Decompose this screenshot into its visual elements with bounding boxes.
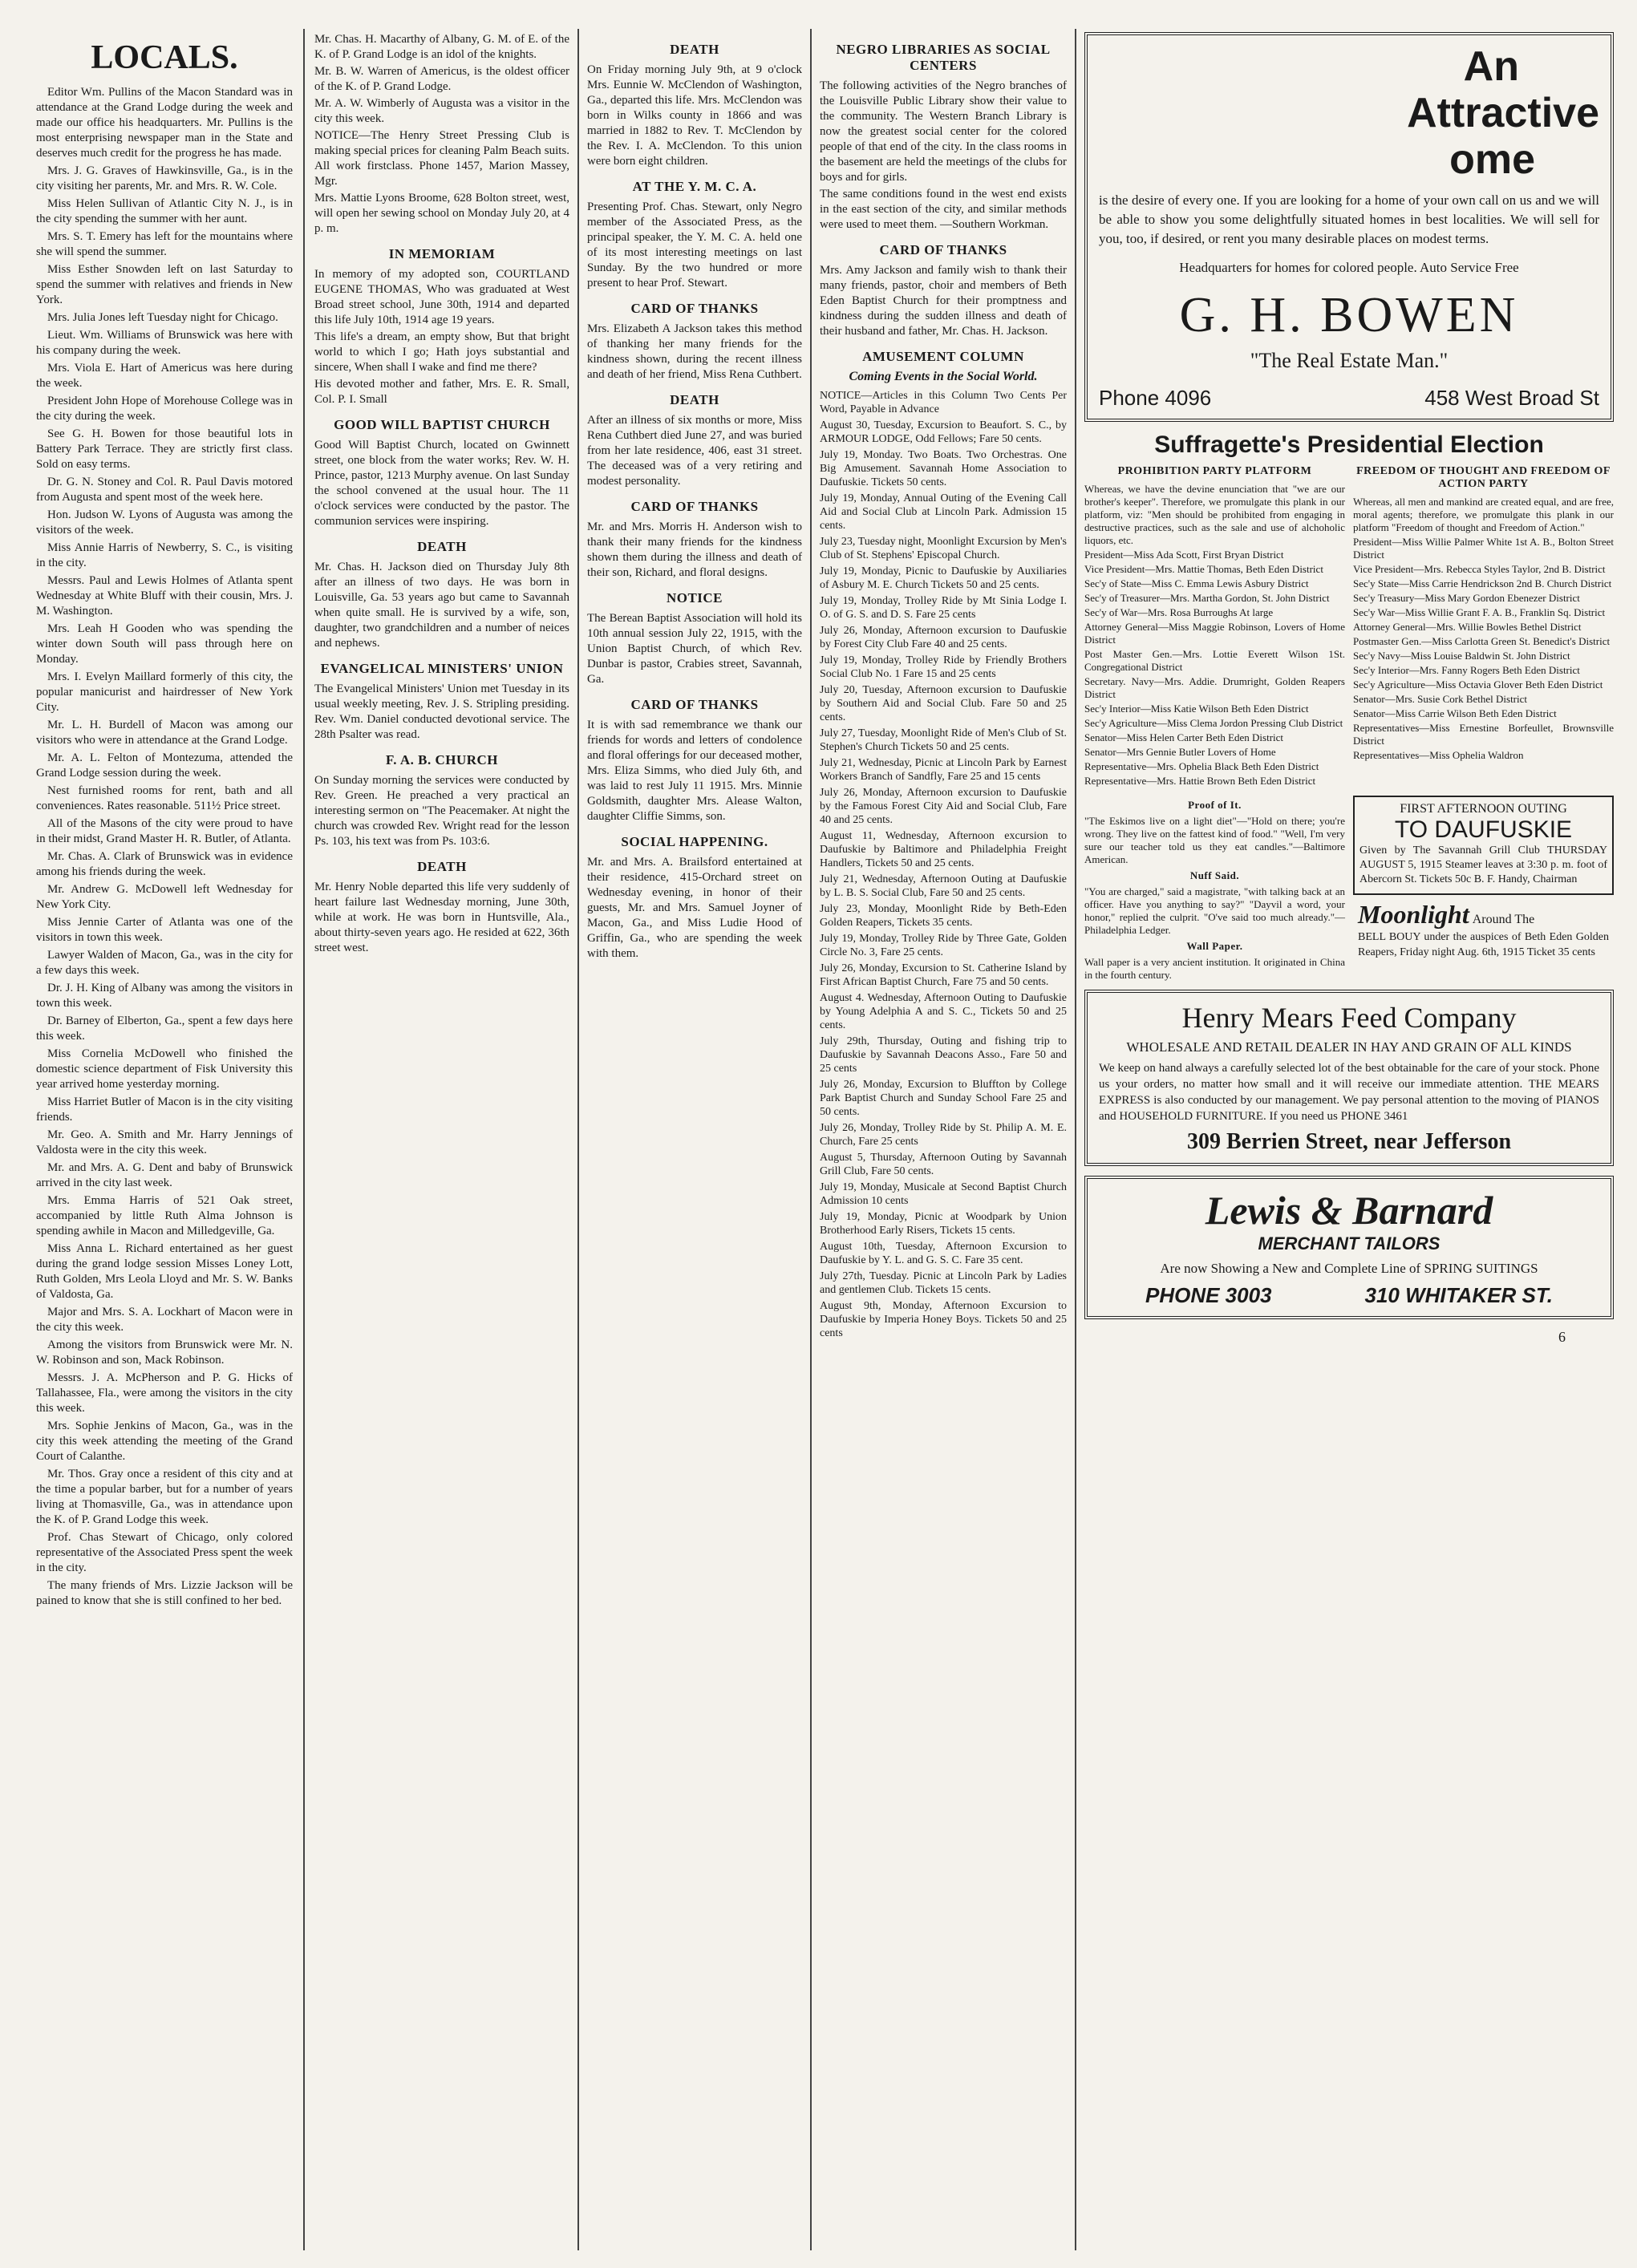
paragraph: Mrs. Amy Jackson and family wish to thank their many friends, pastor, choir and members of Beth Eden Baptist Church for their promptness and kindness during the sudden illness and death of their husband and father, Mr. Chas. H. Jackson. <box>820 264 1067 338</box>
paragraph: See G. H. Bowen for those beautiful lots in Battery Park Terrace. They are strictly first class. Sold on easy terms. <box>36 427 293 471</box>
paragraph: July 19, Monday, Trolley Ride by Friendly Brothers Social Club No. 1 Fare 15 and 25 cents <box>820 654 1067 680</box>
moonlight-ad <box>1353 895 1614 966</box>
thanks-text <box>587 322 802 383</box>
paragraph: Good Will Baptist Church, located on Gwinnett street, one block from the water works; Rev. W. H. Prince, pastor, 1213 Murphy avenue. On last Sunday the school convened at the usual hour. The 11 o'clock services were conducted by the pastor. The communion services were inspiring. <box>314 439 569 528</box>
paragraph: Mr. A. W. Wimberly of Augusta was a visitor in the city this week. <box>314 97 569 125</box>
paragraph: July 19, Monday, Musicale at Second Baptist Church Admission 10 cents <box>820 1181 1067 1207</box>
thanks3-text <box>587 718 802 824</box>
paragraph: Mr. L. H. Burdell of Macon was among our visitors who were in attendance at the Grand Lodge. <box>36 719 293 747</box>
bowen-ad <box>1084 32 1614 422</box>
paragraph: July 26, Monday, Afternoon excursion to Daufuskie by the Famous Forest City Aid and Social Club, Fare 40 and 25 cents. <box>820 787 1067 826</box>
paragraph: July 26, Monday, Excursion to Bluffton by College Park Baptist Church and Sunday School Fare 25 and 50 cents. <box>820 1079 1067 1118</box>
paragraph: Representative—Mrs. Ophelia Black Beth Eden District <box>1084 760 1319 772</box>
paragraph: Miss Esther Snowden left on last Saturday to spend the summer with relatives and friends in New York. <box>36 263 293 306</box>
amusement-heading: AMUSEMENT COLUMN <box>862 349 1024 364</box>
goodwill-text <box>314 438 569 529</box>
paragraph: Mrs. Mattie Lyons Broome, 628 Bolton street, west, will open her sewing school on Monday July 20, at 4 p. m. <box>314 192 569 235</box>
notice-text <box>587 611 802 687</box>
bowen-name: G. H. BOWEN <box>1179 288 1519 342</box>
paragraph: On Sunday morning the services were conducted by Rev. Green. He preached a very practical an interesting sermon on "The Peacemaker. At night the church was crowded Rev. Wright read for the lesson Ps. 103, his text was from Ps. 103:6. <box>314 774 569 848</box>
paragraph: On Friday morning July 9th, at 9 o'clock Mrs. Eunnie W. McClendon of Washington, Ga., departed this life. Mrs. McClendon was born in Wilks county in 1866 and was married in 1882 to Rev. T. McClendon by the Rev. I. A. McClendon. To this union were born eight children. <box>587 63 802 168</box>
paragraph: July 19, Monday, Trolley Ride by Mt Sinia Lodge I. O. of G. S. and D. S. Fare 25 cents <box>820 595 1067 621</box>
ymca-text <box>587 200 802 291</box>
paragraph: July 26, Monday, Excursion to St. Catherine Island by First African Baptist Church, Fare 75 and 50 cents. <box>820 962 1067 988</box>
thanks2-heading: CARD OF THANKS <box>630 499 759 514</box>
paragraph: NOTICE—Articles in this Column Two Cents Per Word, Payable in Advance <box>820 390 1067 415</box>
paragraph: Mr. Chas. H. Jackson died on Thursday July 8th after an illness of two days. He was born in Louisville, Ga. 53 years ago but came to Savannah when quite small. He is survived by a wife, son, daughter, two grandchildren and a number of neices and nephews. <box>314 561 569 650</box>
emu-heading: EVANGELICAL MINISTERS' UNION <box>320 661 564 676</box>
paragraph: Lieut. Wm. Williams of Brunswick was here with his company during the week. <box>36 329 293 357</box>
paragraph: Miss Jennie Carter of Atlanta was one of the visitors in town this week. <box>36 916 293 944</box>
paragraph: Sec'y of War—Mrs. Rosa Burroughs At large <box>1084 606 1274 618</box>
death3-text <box>587 413 802 489</box>
paragraph: Miss Cornelia McDowell who finished the domestic science department of Fisk University this year arrived home yesterday morning. <box>36 1047 293 1091</box>
prohibition-list <box>1084 549 1345 788</box>
death3-heading: DEATH <box>670 392 719 407</box>
moonlight-text: BELL BOUY under the auspices of Beth Eden Golden Reapers, Friday night Aug. 6th, 1915 Ticket 35 cents <box>1358 931 1609 958</box>
paragraph: Mr. B. W. Warren of Americus, is the oldest officer of the K. of P. Grand Lodge. <box>314 65 569 93</box>
social-text <box>587 855 802 962</box>
paragraph: President John Hope of Morehouse College was in the city during the week. <box>36 395 293 423</box>
paragraph: Attorney General—Mrs. Willie Bowles Bethel District <box>1353 621 1582 633</box>
paragraph: Senator—Mrs Gennie Butler Lovers of Home <box>1084 746 1276 758</box>
locals-heading: LOCALS. <box>91 39 238 76</box>
moonlight-around: Around The <box>1472 913 1535 926</box>
page-number: 6 <box>1558 1329 1566 1345</box>
paragraph: Sec'y State—Miss Carrie Hendrickson 2nd B. Church District <box>1353 577 1612 589</box>
column-rule <box>577 29 579 2250</box>
ad-sub: Headquarters for homes for colored people. Auto Service Free <box>1179 260 1519 275</box>
paragraph: Vice President—Mrs. Rebecca Styles Taylor, 2nd B. District <box>1353 563 1606 575</box>
paragraph: Post Master Gen.—Mrs. Lottie Everett Wilson 1St. Congregational District <box>1084 648 1345 673</box>
nuff-heading: Nuff Said. <box>1189 869 1240 881</box>
death-text <box>587 63 802 169</box>
paragraph: Sec'y Interior—Miss Katie Wilson Beth Eden District <box>1084 703 1309 715</box>
emu-text <box>314 682 569 743</box>
column-rule <box>1075 29 1076 2250</box>
prohibition-heading: PROHIBITION PARTY PLATFORM <box>1117 465 1312 477</box>
paragraph: Mrs. Elizabeth A Jackson takes this method of thanking her many friends for the kindness shown, during the recent illness and death of her friend, Miss Rena Cuthbert. <box>587 322 802 381</box>
lewis-barnard-ad <box>1084 1176 1614 1319</box>
ad-title-attractive: Attractive <box>1407 90 1599 136</box>
paragraph: This life's a dream, an empty show, But that bright world to which I go; Hath joys substantial and sincere, When shall I wake and find me there? <box>314 330 569 374</box>
paragraph: Mr. Henry Noble departed this life very suddenly of heart failure last Wednesday morning, June 30th, while at work. He was born in Huntsville, Ala., about thirty-seven years ago. He resided at 622, 36th street west. <box>314 881 569 954</box>
paragraph: July 21, Wednesday, Picnic at Lincoln Park by Earnest Workers Branch of Sandfly, Fare 25 and 15 cents <box>820 757 1067 783</box>
death-text <box>314 560 569 651</box>
wall-heading: Wall Paper. <box>1186 940 1243 952</box>
paragraph: Representatives—Miss Ernestine Borfeullet, Brownsville District <box>1353 722 1614 747</box>
amusement-subheading: Coming Events in the Social World. <box>849 370 1038 383</box>
paragraph: The same conditions found in the west end exists in the east section of the city, and similar methods were used to meet them. —Southern Workman. <box>820 188 1067 231</box>
death2-text <box>314 880 569 956</box>
paragraph: Mrs. J. G. Graves of Hawkinsville, Ga., is in the city visiting her parents, Mr. and Mrs. R. W. Cole. <box>36 164 293 192</box>
paragraph: July 19, Monday, Annual Outing of the Evening Call Aid and Social Club at Lincoln Park. Admission 15 cents. <box>820 492 1067 532</box>
memoriam-heading: IN MEMORIAM <box>388 246 496 261</box>
memoriam-text <box>314 267 569 407</box>
paragraph: Mr. Chas. A. Clark of Brunswick was in evidence among his friends during the week. <box>36 850 293 878</box>
paragraph: August 4. Wednesday, Afternoon Outing to Daufuskie by Young Adelphia A and S. C., Tickets 50 and 25 cents. <box>820 992 1067 1031</box>
paragraph: July 27, Tuesday, Moonlight Ride of Men's Club of St. Stephen's Church Tickets 50 and 25 cents. <box>820 727 1067 753</box>
paragraph: Miss Harriet Butler of Macon is in the city visiting friends. <box>36 1096 293 1124</box>
freedom-party <box>1353 465 1614 789</box>
paragraph: Mrs. I. Evelyn Maillard formerly of this city, the popular manicurist and hairdresser of New York City. <box>36 670 293 714</box>
paragraph: Mr. and Mrs. A. Brailsford entertained at their residence, 415-Orchard street on Wednesday evening, in honor of their guests, Mr. and Mrs. Samuel Joyner of Macon, Ga., and Miss Ludie Hood of Griffin, Ga., who are spending the week with them. <box>587 856 802 960</box>
paragraph: Major and Mrs. S. A. Lockhart of Macon were in the city this week. <box>36 1306 293 1334</box>
ymca-heading: AT THE Y. M. C. A. <box>632 179 757 194</box>
lb-address: 310 WHITAKER ST. <box>1364 1283 1553 1307</box>
paragraph: July 19, Monday. Two Boats. Two Orchestras. One Big Amusement. Savannah Home Association to Daufuskie. Tickets 50 cents. <box>820 449 1067 488</box>
paragraph: July 20, Tuesday, Afternoon excursion to Daufuskie by Southern Aid and Social Club. Fare 50 and 25 cents. <box>820 684 1067 723</box>
paragraph: The following activities of the Negro branches of the Louisville Public Library show their value to the community. The Western Branch Library is now the greatest social center for the colored people of that end of the city. In the class rooms in the basement are held the meetings of the clubs for boys and for girls. <box>820 79 1067 184</box>
paragraph: July 21, Wednesday, Afternoon Outing at Daufuskie by L. B. S. Social Club, Fare 50 and 25 cents. <box>820 873 1067 899</box>
paragraph: Prof. Chas Stewart of Chicago, only colored representative of the Associated Press spent the week in the city. <box>36 1531 293 1574</box>
proof-heading: Proof of It. <box>1188 799 1242 811</box>
paragraph: Hon. Judson W. Lyons of Augusta was among the visitors of the week. <box>36 508 293 537</box>
column-rule <box>303 29 305 2250</box>
lb-phone: PHONE 3003 <box>1145 1283 1272 1307</box>
outing-to: TO DAUFUSKIE <box>1394 816 1573 843</box>
paragraph: Miss Anna L. Richard entertained as her guest during the grand lodge session Misses Loney Lott, Ruth Golden, Mrs Leola Lloyd and Mr. S. W. Banks of Valdosta, Ga. <box>36 1242 293 1301</box>
paragraph: Mrs. Leah H Gooden who was spending the winter down South will pass through here on Monday. <box>36 622 293 666</box>
lb-text: Are now Showing a New and Complete Line of SPRING SUITINGS <box>1160 1261 1538 1276</box>
paragraph: Sec'y Agriculture—Miss Octavia Glover Beth Eden District <box>1353 678 1603 691</box>
paragraph: August 30, Tuesday, Excursion to Beaufort. S. C., by ARMOUR LODGE, Odd Fellows; Fare 50 cents. <box>820 419 1067 445</box>
death-heading: DEATH <box>417 539 467 554</box>
paragraph: All of the Masons of the city were proud to have in their midst, Grand Master H. R. Butler, of Atlanta. <box>36 817 293 845</box>
freedom-heading: FREEDOM OF THOUGHT AND FREEDOM OF ACTION PARTY <box>1356 465 1611 490</box>
mears-title: Henry Mears Feed Company <box>1181 1002 1517 1034</box>
ad-body: is the desire of every one. If you are looking for a home of your own call on us and we will be able to show you some delightfully situated homes in best localities. We will sell for you, too, if desired, or rent you many desirable places on modest terms. <box>1099 192 1599 246</box>
lb-sub: MERCHANT TAILORS <box>1258 1233 1440 1253</box>
paragraph: Senator—Mrs. Susie Cork Bethel District <box>1353 693 1528 705</box>
paragraph: Mrs. Julia Jones left Tuesday night for Chicago. <box>47 311 278 324</box>
death2-heading: DEATH <box>417 859 467 874</box>
bowen-tagline: "The Real Estate Man." <box>1250 349 1449 372</box>
paragraph: Mr. and Mrs. Morris H. Anderson wish to thank their many friends for the kindness shown them during the illness and death of their son, Richard, and floral designs. <box>587 520 802 579</box>
paragraph: Senator—Miss Carrie Wilson Beth Eden District <box>1353 707 1557 719</box>
paragraph: July 26, Monday, Trolley Ride by St. Philip A. M. E. Church, Fare 25 cents <box>820 1122 1067 1148</box>
ad-title-an: An <box>1463 43 1519 90</box>
paragraph: The many friends of Mrs. Lizzie Jackson will be pained to know that she is still confined to her bed. <box>36 1579 293 1607</box>
election-columns <box>1084 465 1614 789</box>
column-four <box>820 32 1067 2246</box>
proof-text: "The Eskimos live on a light diet"—"Hold on there; you're wrong. They live on the fattest kind of food." "Well, I'm very sure our teacher told us they eat candles."—Baltimore American. <box>1084 815 1345 865</box>
paragraph: Senator—Miss Helen Carter Beth Eden District <box>1084 731 1284 743</box>
thanks3-heading: CARD OF THANKS <box>630 697 759 712</box>
paragraph: Postmaster Gen.—Miss Carlotta Green St. Benedict's District <box>1353 635 1611 647</box>
paragraph: Miss Helen Sullivan of Atlantic City N. J., is in the city spending the summer with her aunt. <box>36 197 293 225</box>
paragraph: Attorney General—Miss Maggie Robinson, Lovers of Home District <box>1084 621 1345 646</box>
column-rule <box>810 29 812 2250</box>
misc-row <box>1084 796 1614 983</box>
paragraph: President—Miss Ada Scott, First Bryan District <box>1084 549 1284 561</box>
paragraph: Mr. A. L. Felton of Montezuma, attended the Grand Lodge session during the week. <box>36 751 293 780</box>
paragraph: Sec'y Navy—Miss Louise Baldwin St. John District <box>1353 650 1570 662</box>
outing-head: FIRST AFTERNOON OUTING <box>1400 802 1567 816</box>
paragraph: Miss Annie Harris of Newberry, S. C., is visiting in the city. <box>36 541 293 569</box>
paragraph: Sec'y of Treasurer—Mrs. Martha Gordon, St. John District <box>1084 592 1330 604</box>
column-two-paragraphs <box>314 32 569 237</box>
libraries-heading: NEGRO LIBRARIES AS SOCIAL CENTERS <box>836 42 1051 73</box>
paragraph: Sec'y War—Miss Willie Grant F. A. B., Franklin Sq. District <box>1353 606 1606 618</box>
paragraph: Representatives—Miss Ophelia Waldron <box>1353 749 1524 761</box>
column-two <box>314 32 569 2246</box>
freedom-list <box>1353 536 1614 762</box>
paragraph: The Berean Baptist Association will hold its 10th annual session July 22, 1915, with the Union Baptist Church, of which Rev. Dunbar is pastor, Crabies street, Savannah, Ga. <box>587 612 802 686</box>
paragraph: August 10th, Tuesday, Afternoon Excursion to Daufuskie by Y. L. and G. S. C. Fare 35 cent. <box>820 1241 1067 1266</box>
paragraph: Vice President—Mrs. Mattie Thomas, Beth Eden District <box>1084 563 1323 575</box>
outing-ads <box>1353 796 1614 983</box>
thanks2-text <box>587 520 802 581</box>
paragraph: It is with sad remembrance we thank our friends for words and letters of condolence and floral offerings for our deceased mother, Mrs. Eliza Simms, who died July 6th, and was laid to rest July 11 1915. Mrs. Minnie Goldsmith, daughter Mrs. Alease Walton, daughter Cliffie Simms, son. <box>587 719 802 823</box>
fillers <box>1084 796 1345 983</box>
paragraph: Messrs. J. A. McPherson and P. G. Hicks of Tallahassee, Fla., were among the visitors in the city this week. <box>36 1371 293 1415</box>
column-ads <box>1084 32 1614 2246</box>
daufuskie-ad <box>1353 796 1614 895</box>
paragraph: Dr. G. N. Stoney and Col. R. Paul Davis motored from Augusta and spent most of the week here. <box>36 476 293 504</box>
ad-title-home: ome <box>1449 136 1535 183</box>
paragraph: Presenting Prof. Chas. Stewart, only Negro member of the Associated Press, as the principal speaker, the Y. M. C. A. held one of its most interesting meetings on last Sunday. By the two hundred or more present to hear Prof. Stewart. <box>587 200 802 290</box>
bowen-address: 458 West Broad St <box>1424 386 1599 410</box>
paragraph: August 11, Wednesday, Afternoon excursion to Daufuskie by Baltimore and Philadelphia Freight Handlers, Tickets 50 and 25 cents. <box>820 830 1067 869</box>
mears-text: We keep on hand always a carefully selected lot of the best obtainable for the care of your stock. Phone us your orders, no matter how small and it will receive our immediate attention. THE MEARS EXPRESS is also conducted by our management. We pay personal attention to the moving of PIANOS and HOUSEHOLD FURNITURE. If you need us PHONE 3461 <box>1099 1062 1599 1123</box>
paragraph: July 29th, Thursday, Outing and fishing trip to Daufuskie by Savannah Deacons Asso., Fare 50 and 25 cents <box>820 1035 1067 1075</box>
paragraph: Mr. Geo. A. Smith and Mr. Harry Jennings of Valdosta were in the city this week. <box>36 1128 293 1156</box>
prohibition-party <box>1084 465 1345 789</box>
paragraph: Mr. Andrew G. McDowell left Wednesday for New York City. <box>36 883 293 911</box>
notice-heading: NOTICE <box>666 590 723 605</box>
paragraph: After an illness of six months or more, Miss Rena Cuthbert died June 27, and was buried from her late residence, 406, east 31 street. The deceased was of a very retiring and modest personality. <box>587 414 802 488</box>
paragraph: Mrs. Sophie Jenkins of Macon, Ga., was in the city this week attending the meeting of the Grand Court of Calanthe. <box>36 1420 293 1463</box>
fab-heading: F. A. B. CHURCH <box>385 752 499 767</box>
paragraph: Messrs. Paul and Lewis Holmes of Atlanta spent Wednesday at White Bluff with their cousin, Mrs. J. M. Washington. <box>36 574 293 618</box>
lb-contact <box>1099 1283 1599 1308</box>
paragraph: Mr. Thos. Gray once a resident of this city and at the time a popular barber, but for a number of years living at Thomasville, Ga., was in attendance upon the K. of P. Grand Lodge this week. <box>36 1468 293 1526</box>
election-title: Suffragette's Presidential Election <box>1154 431 1544 458</box>
lb-title: Lewis & Barnard <box>1205 1188 1493 1233</box>
paragraph: July 23, Tuesday night, Moonlight Excursion by Men's Club of St. Stephens' Episcopal Church. <box>820 536 1067 561</box>
paragraph: July 23, Monday, Moonlight Ride by Beth-Eden Golden Reapers, Tickets 35 cents. <box>820 903 1067 929</box>
paragraph: In memory of my adopted son, COURTLAND EUGENE THOMAS, Who was graduated at West Broad street school, June 30th, 1914 and departed this life July 10th, 1914 age 19 years. <box>314 268 569 326</box>
paragraph: Dr. J. H. King of Albany was among the visitors in town this week. <box>36 982 293 1010</box>
mears-ad <box>1084 990 1614 1166</box>
locals-list <box>36 85 293 1609</box>
mears-sub: WHOLESALE AND RETAIL DEALER IN HAY AND GRAIN OF ALL KINDS <box>1126 1039 1572 1055</box>
thanks-heading: CARD OF THANKS <box>630 301 759 316</box>
fab-text <box>314 773 569 849</box>
outing-text: Given by The Savannah Grill Club THURSDAY AUGUST 5, 1915 Steamer leaves at 3:30 p. m. foot of Abercorn St. Tickets 50c B. F. Handy, Chairman <box>1359 844 1607 885</box>
nuff-text: "You are charged," said a magistrate, "with talking back at an officer. Have you anything to say?" "Dayvil a word, your honor," replied the culprit. "O've said too much already."—Philadelphia Ledger. <box>1084 885 1345 936</box>
prohibition-text: Whereas, we have the devine enunciation that "we are our brother's keeper". Therefore, we promulgate this plank in our platform, viz: "Men should be prohibited from engaging in destructive practices, such as the sale and use of alchoholic liquors, etc. <box>1084 483 1345 546</box>
paragraph: The Evangelical Ministers' Union met Tuesday in its usual weekly meeting, Rev. J. S. Stripling presiding. Rev. Wm. Daniel conducted devotional service. The 28th Psalter was read. <box>314 682 569 741</box>
paragraph: NOTICE—The Henry Street Pressing Club is making special prices for cleaning Palm Beach suits. All work firstclass. Phone 1457, Marion Massey, Mgr. <box>314 129 569 188</box>
paragraph: His devoted mother and father, Mrs. E. R. Small, Col. P. I. Small <box>314 378 569 406</box>
paragraph: Mrs. Emma Harris of 521 Oak street, accompanied by little Ruth Alma Johnson is spending awhile in Macon and Milledgeville, Ga. <box>36 1194 293 1237</box>
paragraph: Mr. Chas. H. Macarthy of Albany, G. M. of E. of the K. of P. Grand Lodge is an idol of the knights. <box>314 33 569 61</box>
paragraph: Representative—Mrs. Hattie Brown Beth Eden District <box>1084 775 1316 787</box>
paragraph: August 5, Thursday, Afternoon Outing by Savannah Grill Club, Fare 50 cents. <box>820 1152 1067 1177</box>
paragraph: Editor Wm. Pullins of the Macon Standard was in attendance at the Grand Lodge during the week and made our office his headquarters. Mr. Pullins is the most enterprising newspaper man in the State and deserves much credit for the progress he has made. <box>36 86 293 160</box>
paragraph: Sec'y Agriculture—Miss Clema Jordon Pressing Club District <box>1084 717 1343 729</box>
thanks-heading: CARD OF THANKS <box>879 242 1007 257</box>
mears-address: 309 Berrien Street, near Jefferson <box>1186 1129 1512 1154</box>
thanks-text <box>820 263 1067 339</box>
column-locals <box>36 32 293 2246</box>
wall-text: Wall paper is a very ancient institution. It originated in China in the fourth century. <box>1084 956 1345 981</box>
paragraph: July 19, Monday, Trolley Ride by Three Gate, Golden Circle No. 3, Fare 25 cents. <box>820 933 1067 958</box>
paragraph: Mrs. Viola E. Hart of Americus was here during the week. <box>36 362 293 390</box>
paragraph: August 9th, Monday, Afternoon Excursion to Daufuskie by Imperia Honey Boys. Tickets 50 and 25 cents <box>820 1300 1067 1339</box>
paragraph: July 19, Monday, Picnic at Woodpark by Union Brotherhood Early Risers, Tickets 15 cents. <box>820 1211 1067 1237</box>
paragraph: Sec'y Interior—Mrs. Fanny Rogers Beth Eden District <box>1353 664 1580 676</box>
paragraph: Among the visitors from Brunswick were Mr. N. W. Robinson and son, Mack Robinson. <box>36 1339 293 1367</box>
freedom-text: Whereas, all men and mankind are created equal, and are free, moral agents; therefore, we promulgate this plank in our platform "Freedom of thought and Freedom of Action." <box>1353 496 1614 533</box>
paragraph: Secretary. Navy—Mrs. Addie. Drumright, Golden Reapers District <box>1084 675 1345 700</box>
paragraph: Sec'y of State—Miss C. Emma Lewis Asbury District <box>1084 577 1309 589</box>
amusement-list <box>820 389 1067 1340</box>
column-three <box>587 32 802 2246</box>
paragraph: Mr. and Mrs. A. G. Dent and baby of Brunswick arrived in the city last week. <box>36 1161 293 1189</box>
goodwill-heading: GOOD WILL BAPTIST CHURCH <box>334 417 550 432</box>
paragraph: Sec'y Treasury—Miss Mary Gordon Ebenezer District <box>1353 592 1580 604</box>
bowen-phone: Phone 4096 <box>1099 386 1212 410</box>
paragraph: Mrs. S. T. Emery has left for the mountains where she will spend the summer. <box>36 230 293 258</box>
bowen-contact <box>1099 386 1599 411</box>
moonlight-title: Moonlight <box>1358 900 1469 929</box>
paragraph: Nest furnished rooms for rent, bath and all conveniences. Rates reasonable. 511½ Price street. <box>36 784 293 812</box>
paragraph: Dr. Barney of Elberton, Ga., spent a few days here this week. <box>36 1015 293 1043</box>
libraries-text <box>820 79 1067 233</box>
paragraph: Lawyer Walden of Macon, Ga., was in the city for a few days this week. <box>36 949 293 977</box>
paragraph: President—Miss Willie Palmer White 1st A. B., Bolton Street District <box>1353 536 1614 561</box>
paragraph: July 26, Monday, Afternoon excursion to Daufuskie by Forest City Club Fare 40 and 25 cents. <box>820 625 1067 650</box>
death-heading: DEATH <box>670 42 719 57</box>
paragraph: July 19, Monday, Picnic to Daufuskie by Auxiliaries of Asbury M. E. Church Tickets 50 and 25 cents. <box>820 565 1067 591</box>
social-heading: SOCIAL HAPPENING. <box>621 834 768 849</box>
paragraph: July 27th, Tuesday. Picnic at Lincoln Park by Ladies and gentlemen Club. Tickets 15 cents. <box>820 1270 1067 1296</box>
